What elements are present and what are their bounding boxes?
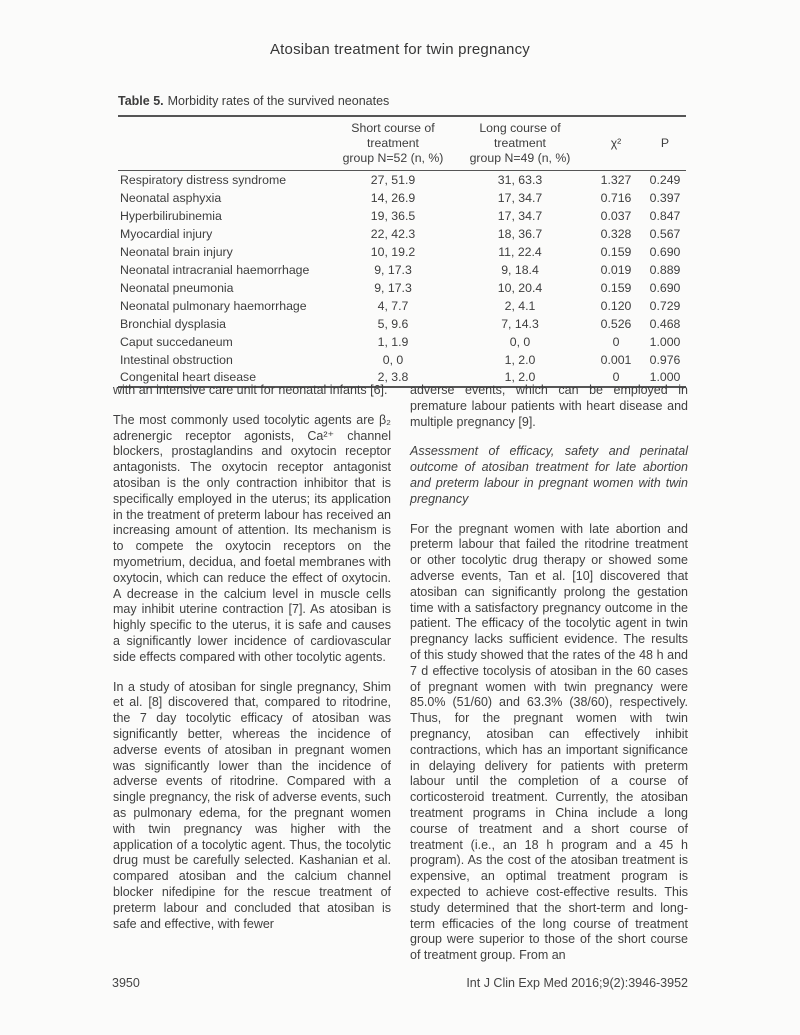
cell-chi: 0.159 <box>600 244 632 259</box>
body-column-right <box>410 383 688 978</box>
header-short-course <box>334 116 452 171</box>
cell-p: 0.690 <box>649 280 681 295</box>
cell-chi: 0.037 <box>600 208 632 223</box>
table-row <box>118 351 686 369</box>
cell-condition: Intestinal obstruction <box>120 352 233 367</box>
cell-condition: Neonatal asphyxia <box>120 190 222 205</box>
header-long-course-line1: Long course of treatment <box>479 121 561 150</box>
header-p-value: P <box>644 116 686 171</box>
cell-p: 1.000 <box>649 334 681 349</box>
footer-journal-citation: Int J Clin Exp Med 2016;9(2):3946-3952 <box>466 976 688 990</box>
cell-p: 0.889 <box>649 262 681 277</box>
cell-p: 0.847 <box>649 208 681 223</box>
morbidity-table <box>118 115 686 388</box>
table-header-row <box>118 116 686 171</box>
cell-long: 17, 34.7 <box>497 190 543 205</box>
cell-chi: 0.120 <box>600 298 632 313</box>
cell-p: 0.397 <box>649 190 681 205</box>
cell-short: 2, 3.8 <box>377 370 409 384</box>
table-caption-text: Morbidity rates of the survived neonates <box>167 94 390 108</box>
cell-condition: Caput succedaneum <box>120 334 233 349</box>
paragraph: adverse events, which can be employed in premature labour patients with heart disease and multiple pregnancy [9]. <box>410 383 688 429</box>
cell-p: 0.249 <box>649 172 681 187</box>
cell-condition: Neonatal pulmonary haemorrhage <box>120 298 307 313</box>
cell-p: 0.690 <box>649 244 681 259</box>
cell-chi: 0.001 <box>600 352 632 367</box>
table-row <box>118 225 686 243</box>
cell-p: 0.468 <box>649 316 681 331</box>
cell-long: 7, 14.3 <box>501 316 539 331</box>
cell-condition: Bronchial dysplasia <box>120 316 226 331</box>
table-row <box>118 315 686 333</box>
cell-p: 0.976 <box>649 352 681 367</box>
cell-short: 5, 9.6 <box>377 316 409 331</box>
paragraph: The most commonly used tocolytic agents are β₂ adrenergic receptor agonists, Ca²⁺ channel blockers, prostaglandins and oxytocin receptor antagonists. The oxytocin receptor antagonist atosiban is the only contraction inhibitor that is specifically employed in the uterus; its application in the treatment of preterm labour has received an increasing amount of attention. Its mechanism is to compete the oxytocin receptors on the myometrium, decidua, and foetal membranes with oxytocin, which can reduce the effect of oxytocin. A decrease in the calcium level in muscle cells may inhibit uterine contraction [7]. As atosiban is highly specific to the uterus, it is safe and causes a significantly lower incidence of cardiovascular side effects compared with other tocolytic agents. <box>113 412 391 664</box>
cell-condition: Hyperbilirubinemia <box>120 208 222 223</box>
cell-short: 9, 17.3 <box>374 262 412 277</box>
cell-chi: 0.526 <box>600 316 632 331</box>
cell-short: 4, 7.7 <box>377 298 409 313</box>
cell-short: 27, 51.9 <box>370 172 416 187</box>
paragraph: with an intensive care unit for neonatal infants [6]. <box>113 383 388 397</box>
table-caption-label: Table 5. <box>118 94 164 108</box>
cell-chi: 0.328 <box>600 226 632 241</box>
table-caption <box>118 94 686 108</box>
header-long-course <box>452 116 588 171</box>
cell-long: 31, 63.3 <box>497 172 543 187</box>
cell-short: 22, 42.3 <box>370 226 416 241</box>
cell-long: 9, 18.4 <box>501 262 539 277</box>
cell-condition: Neonatal brain injury <box>120 244 233 259</box>
subsection-heading: Assessment of efficacy, safety and perinatal outcome of atosiban treatment for late abortion and preterm labour in pregnant women with twin pregnancy <box>410 444 688 506</box>
table-row <box>118 171 686 189</box>
cell-condition: Myocardial injury <box>120 226 213 241</box>
running-title: Atosiban treatment for twin pregnancy <box>269 41 531 58</box>
header-short-course-line2: group N=52 (n, %) <box>342 151 444 165</box>
cell-long: 10, 20.4 <box>497 280 543 295</box>
cell-condition: Congenital heart disease <box>120 370 257 384</box>
header-short-course-line1: Short course of treatment <box>351 121 435 150</box>
cell-p: 0.729 <box>649 298 681 313</box>
cell-p: 1.000 <box>649 370 681 384</box>
cell-short: 14, 26.9 <box>370 190 416 205</box>
table-row <box>118 279 686 297</box>
cell-short: 10, 19.2 <box>370 244 416 259</box>
cell-short: 1, 1.9 <box>377 334 409 349</box>
header-long-course-line2: group N=49 (n, %) <box>469 151 571 165</box>
morbidity-table-block <box>118 94 686 388</box>
cell-long: 11, 22.4 <box>498 244 542 259</box>
table-row <box>118 297 686 315</box>
cell-chi: 0.159 <box>600 280 632 295</box>
cell-long: 18, 36.7 <box>497 226 543 241</box>
cell-chi: 1.327 <box>600 172 632 187</box>
cell-long: 1, 2.0 <box>504 370 536 384</box>
cell-short: 0, 0 <box>382 352 404 367</box>
cell-long: 1, 2.0 <box>504 352 536 367</box>
cell-condition: Respiratory distress syndrome <box>120 172 287 187</box>
cell-chi: 0.716 <box>600 190 632 205</box>
cell-short: 9, 17.3 <box>374 280 412 295</box>
cell-long: 17, 34.7 <box>497 208 543 223</box>
cell-chi: 0 <box>612 334 620 349</box>
cell-chi: 0 <box>612 370 620 384</box>
cell-short: 19, 36.5 <box>370 208 416 223</box>
cell-condition: Neonatal intracranial haemorrhage <box>120 262 310 277</box>
header-condition <box>118 116 334 171</box>
cell-chi: 0.019 <box>600 262 632 277</box>
paragraph: In a study of atosiban for single pregnancy, Shim et al. [8] discovered that, compared to ritodrine, the 7 day tocolytic efficacy of atosiban was significantly better, whereas the incidence of adverse events of atosiban in pregnant women was significantly lower than the incidence of adverse events of ritodrine. Compared with a single pregnancy, the risk of adverse events, such as pulmonary edema, for the pregnant women with twin pregnancy was higher with the application of a tocolytic agent. Thus, the tocolytic drug must be carefully selected. Kashanian et al. compared atosiban and the calcium channel blocker nifedipine for the rescue treatment of preterm labour and concluded that atosiban is safe and effective, with fewer <box>113 679 391 931</box>
table-row <box>118 243 686 261</box>
footer-page-number: 3950 <box>112 976 140 990</box>
body-column-left <box>113 383 391 946</box>
cell-long: 2, 4.1 <box>504 298 536 313</box>
cell-long: 0, 0 <box>509 334 531 349</box>
paragraph: For the pregnant women with late abortion and preterm labour that failed the ritodrine treatment or other tocolytic drug therapy or showed some adverse events, Tan et al. [10] discovered that atosiban can significantly prolong the gestation time with a satisfactory pregnancy outcome in the patient. The efficacy of the tocolytic agent in twin pregnancy lacks sufficient evidence. The results of this study showed that the rates of the 48 h and 7 d effective tocolysis of atosiban in the 60 cases of pregnant women with twin pregnancy were 85.0% (51/60) and 63.3% (38/60), respectively. Thus, for the pregnant women with twin pregnancy, atosiban can effectively inhibit contractions, which has an important significance in delaying delivery for patients with preterm labour until the completion of a course of corticosteroid treatment. Currently, the atosiban treatment programs in China include a long course of treatment and a short course of treatment (i.e., an 18 h program and a 45 h program). As the cost of the atosiban treatment is expensive, an optimal treatment program is expected to achieve cost-effective results. This study determined that the short-term and long-term efficacies of the long course of treatment group were superior to those of the short course of treatment group. From an <box>410 521 688 963</box>
header-chi-square: χ² <box>588 116 644 171</box>
table-row <box>118 189 686 207</box>
table-row <box>118 333 686 351</box>
table-row <box>118 207 686 225</box>
cell-condition: Neonatal pneumonia <box>120 280 234 295</box>
table-row <box>118 261 686 279</box>
cell-p: 0.567 <box>649 226 681 241</box>
